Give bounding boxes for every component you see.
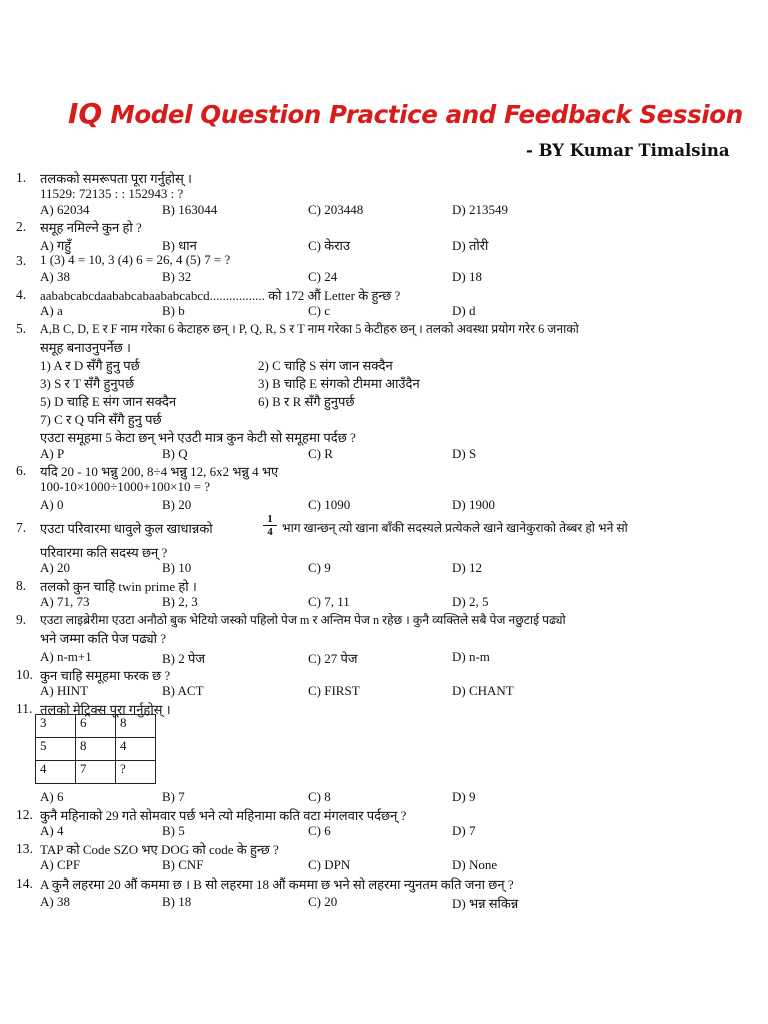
option-a: A) n-m+1 [40, 649, 92, 664]
option-c: C) 24 [308, 269, 338, 284]
option-b: B) 7 [162, 789, 185, 804]
option-b: B) Q [162, 446, 188, 461]
option-a: A) 38 [40, 269, 70, 284]
option-b: B) धान [162, 238, 197, 253]
option-d: D) तोरी [452, 238, 489, 253]
option-d: D) None [452, 857, 498, 872]
question-text: aababcabcdaababcabaababcabcd................. को 172 औं Letter के हुन्छ ? [40, 288, 401, 303]
option-a: A) 6 [40, 789, 64, 804]
question-number: 12. [16, 807, 33, 822]
option-c: C) 1090 [308, 497, 351, 512]
question-text: तलको कुन चाहि twin prime हो । [40, 579, 197, 594]
option-b: B) 2 पेज [162, 651, 206, 666]
option-d: D) CHANT [452, 683, 514, 698]
option-c: C) 7, 11 [308, 594, 350, 609]
matrix-grid [35, 714, 156, 784]
question-text: A,B C, D, E र F नाम गरेका 6 केटाहरु छन् । P, Q, R, S र T नाम गरेका 5 केटीहरु छन् । तलको अवस्था प्रयोग गरेर 6 जनाको [40, 322, 579, 336]
matrix-row [36, 761, 156, 784]
question-text: तलकको समरूपता पूरा गर्नुहोस् । [40, 171, 192, 186]
option-a: A) 0 [40, 497, 64, 512]
question-number: 2. [16, 219, 27, 234]
question-text: भाग खान्छन् त्यो खाना बाँकी सदस्यले प्रत्येकले खाने खानेकुराको तेब्बर हो भने सो [282, 521, 628, 535]
matrix-cell: 3 [36, 715, 76, 738]
question-text: 100-10×1000÷1000+100×10 = ? [40, 479, 211, 494]
question-text: कुन चाहि समूहमा फरक छ ? [40, 668, 171, 683]
option-b: B) 10 [162, 560, 192, 575]
condition: 6) B र R सँगै हुनुपर्छ [258, 394, 355, 409]
condition: 5) D चाहि E संग जान सक्दैन [40, 394, 177, 409]
option-c: C) FIRST [308, 683, 360, 698]
option-a: A) 38 [40, 894, 70, 909]
option-d: D) 9 [452, 789, 476, 804]
condition: 1) A र D सँगै हुनु पर्छ [40, 358, 140, 373]
question-number: 7. [16, 520, 27, 535]
question-text: परिवारमा कति सदस्य छन् ? [40, 545, 168, 560]
matrix-cell: 5 [36, 738, 76, 761]
condition: 2) C चाहि S संग जान सक्दैन [258, 358, 393, 373]
question-number: 5. [16, 321, 27, 336]
option-b: B) b [162, 303, 185, 318]
question-text: तलको मेट्रिक्स पूरा गर्नुहोस् । [40, 702, 171, 717]
option-a: A) 20 [40, 560, 70, 575]
condition: 3) S र T सँगै हुनुपर्छ [40, 376, 135, 391]
title-text: Model Question Practice and Feedback Session [110, 100, 743, 129]
option-c: C) 9 [308, 560, 331, 575]
matrix-cell: 4 [116, 738, 156, 761]
question-number: 1. [16, 170, 27, 185]
matrix-cell: 6 [76, 715, 116, 738]
question-text: एउटा समूहमा 5 केटा छन् भने एउटी मात्र कुन केटी सो समूहमा पर्दछ ? [40, 430, 356, 445]
question-number: 8. [16, 578, 27, 593]
option-c: C) केराउ [308, 238, 351, 253]
question-number: 14. [16, 876, 33, 891]
option-c: C) c [308, 303, 331, 318]
option-d: D) 1900 [452, 497, 495, 512]
matrix-row [36, 715, 156, 738]
matrix-cell: 8 [76, 738, 116, 761]
option-a: A) a [40, 303, 63, 318]
question-text: A कुनै लहरमा 20 औं कममा छ । B सो लहरमा 18 औं कममा छ भने सो लहरमा न्युनतम कति जना छन् ? [40, 877, 514, 892]
option-d: D) 18 [452, 269, 482, 284]
option-d: D) 213549 [452, 202, 508, 217]
option-a: A) HINT [40, 683, 89, 698]
question-number: 11. [16, 701, 33, 716]
question-number: 6. [16, 463, 27, 478]
option-a: A) गहुँ [40, 238, 72, 253]
option-d: D) S [452, 446, 477, 461]
matrix-cell: 7 [76, 761, 116, 784]
question-text: कुनै महिनाको 29 गते सोमवार पर्छ भने त्यो महिनामा कति वटा मंगलवार पर्दछन् ? [40, 808, 407, 823]
option-a: A) CPF [40, 857, 81, 872]
question-number: 10. [16, 667, 33, 682]
question-number: 13. [16, 841, 33, 856]
option-c: C) DPN [308, 857, 351, 872]
question-text: TAP को Code SZO भए DOG को code के हुन्छ ? [40, 842, 279, 857]
question-text: 1 (3) 4 = 10, 3 (4) 6 = 26, 4 (5) 7 = ? [40, 252, 231, 267]
option-b: B) ACT [162, 683, 204, 698]
fraction-numerator: 1 [267, 513, 273, 525]
question-number: 4. [16, 287, 27, 302]
option-a: A) 4 [40, 823, 64, 838]
option-d: D) 2, 5 [452, 594, 489, 609]
matrix-cell: 4 [36, 761, 76, 784]
question-text: यदि 20 - 10 भन्नु 200, 8÷4 भन्नु 12, 6x2 भन्नु 4 भए [40, 464, 279, 479]
fraction-denominator: 4 [263, 525, 277, 538]
question-text: एउटा परिवारमा धावुले कुल खाधान्नको [40, 521, 213, 536]
matrix-cell: 8 [116, 715, 156, 738]
option-a: A) P [40, 446, 65, 461]
condition: 7) C र Q पनि सँगै हुनु पर्छ [40, 412, 162, 427]
question-text: भने जम्मा कति पेज पढ्यो ? [40, 631, 166, 646]
matrix-row [36, 738, 156, 761]
option-b: B) 2, 3 [162, 594, 198, 609]
option-c: C) 8 [308, 789, 331, 804]
question-text: 11529: 72135 : : 152943 : ? [40, 186, 184, 201]
option-b: B) 20 [162, 497, 192, 512]
option-b: B) 32 [162, 269, 192, 284]
option-b: B) CNF [162, 857, 204, 872]
option-c: C) 6 [308, 823, 331, 838]
fraction-one-quarter [263, 513, 277, 538]
question-number: 3. [16, 253, 27, 268]
page-title [68, 97, 743, 137]
option-c: C) 27 पेज [308, 651, 358, 666]
question-text: एउटा लाइब्रेरीमा एउटा अनौठो बुक भेटियो जस्को पहिलो पेज m र अन्तिम पेज n रहेछ । कुनै व्यक्तिले सबै पेज नछुटाई पढ्यो [40, 613, 566, 627]
matrix-cell: ? [116, 761, 156, 784]
option-a: A) 71, 73 [40, 594, 90, 609]
title-iq: IQ [68, 97, 103, 130]
option-c: C) 20 [308, 894, 338, 909]
option-a: A) 62034 [40, 202, 90, 217]
option-d: D) n-m [452, 649, 490, 664]
option-d: D) d [452, 303, 476, 318]
option-b: B) 5 [162, 823, 185, 838]
question-text: समूह बनाउनुपर्नेछ । [40, 340, 131, 355]
author-line: - BY Kumar Timalsina [526, 141, 730, 160]
option-d: D) 7 [452, 823, 476, 838]
option-d: D) 12 [452, 560, 482, 575]
question-number: 9. [16, 612, 27, 627]
option-b: B) 18 [162, 894, 192, 909]
option-d: D) भन्न सकिन्न [452, 896, 519, 911]
option-c: C) R [308, 446, 333, 461]
option-c: C) 203448 [308, 202, 364, 217]
condition: 3) B चाहि E संगको टीममा आउँदैन [258, 376, 420, 391]
question-text: समूह नमिल्ने कुन हो ? [40, 220, 142, 235]
option-b: B) 163044 [162, 202, 218, 217]
